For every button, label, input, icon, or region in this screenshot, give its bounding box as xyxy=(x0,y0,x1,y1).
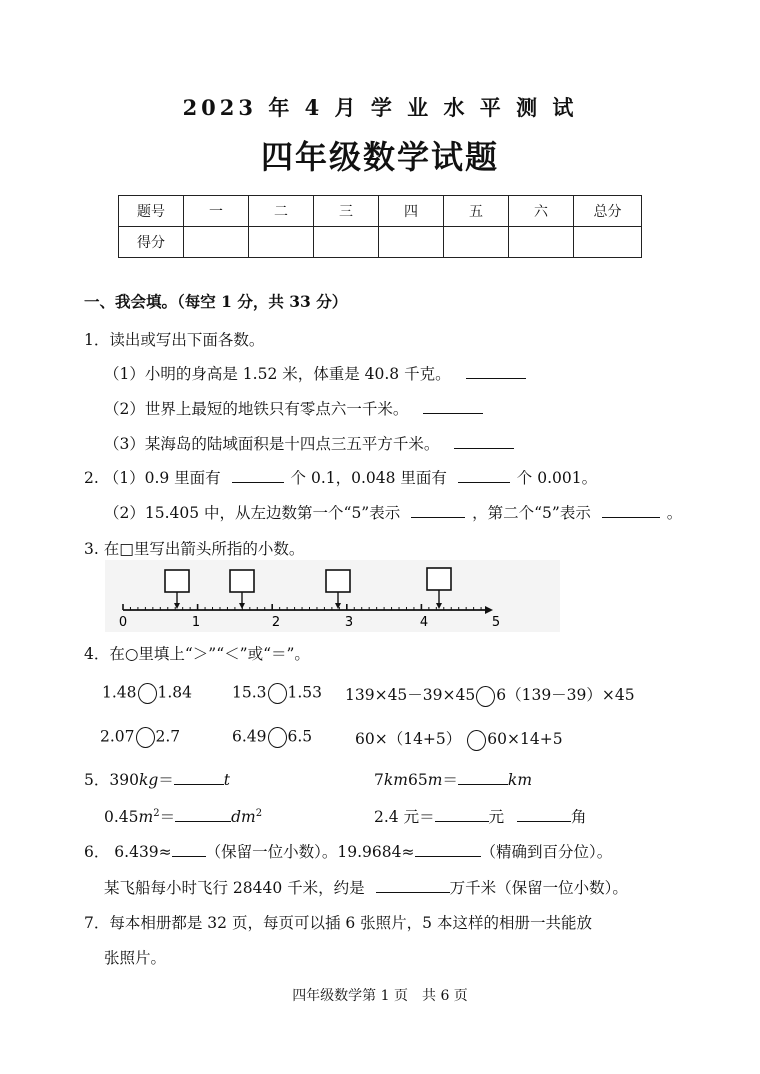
q1-part-a xyxy=(104,362,526,384)
q5-text: 65 xyxy=(407,771,428,789)
q1-stem: 1．读出或写出下面各数。 xyxy=(84,331,265,349)
answer-blank[interactable] xyxy=(172,840,206,857)
unit-text: km xyxy=(507,771,533,789)
q4-compare-3 xyxy=(345,683,635,707)
number-line-figure xyxy=(105,560,560,632)
score-cell: 总分 xyxy=(574,196,642,227)
q2-text: （2）15.405 中，从左边数第一个“5”表示 xyxy=(104,504,401,522)
exam-main-title: 四年级数学试题 xyxy=(260,138,499,176)
exam-date-title: 2023 年 4 月 学 业 水 平 测 试 xyxy=(182,95,578,120)
q1-part-b-text: （2）世界上最短的地铁只有零点六一千米。 xyxy=(104,400,409,418)
q6-line-1 xyxy=(84,840,612,862)
q5-text: ＝ xyxy=(442,771,458,789)
q5-text: ＝ xyxy=(159,808,176,826)
q5-part-d xyxy=(374,805,587,827)
q6-text: （保留一位小数）。19.9684≈ xyxy=(205,843,415,861)
q6-text: 6． 6.439≈ xyxy=(84,843,172,861)
q2-part-b xyxy=(104,501,682,523)
compare-left: 2.07 xyxy=(100,727,135,746)
compare-left: 6.49 xyxy=(232,727,267,746)
score-cell: 四 xyxy=(379,196,444,227)
compare-circle[interactable] xyxy=(136,727,155,748)
answer-blank[interactable] xyxy=(458,466,510,483)
answer-blank[interactable] xyxy=(415,840,481,857)
unit-text: m xyxy=(138,808,154,826)
compare-right: 1.84 xyxy=(157,683,193,702)
compare-circle[interactable] xyxy=(476,686,495,707)
compare-right: 6.5 xyxy=(287,727,313,746)
q4-compare-4 xyxy=(100,727,180,748)
q1-part-c xyxy=(104,432,514,454)
answer-blank[interactable] xyxy=(175,805,231,822)
q6-line-2 xyxy=(104,876,628,898)
q5-text: 0.45 xyxy=(104,808,139,826)
compare-right: 1.53 xyxy=(287,683,323,702)
unit-text: dm xyxy=(231,808,256,826)
q5-text: 元 xyxy=(488,808,505,826)
q1-part-a-text: （1）小明的身高是 1.52 米，体重是 40.8 千克。 xyxy=(104,365,451,383)
compare-right: 6（139－39）×45 xyxy=(496,686,635,704)
q4-compare-2 xyxy=(232,683,322,704)
score-input-cell[interactable] xyxy=(379,227,444,258)
q5-text: 角 xyxy=(571,808,587,826)
score-input-cell[interactable] xyxy=(574,227,642,258)
superscript: 2 xyxy=(255,807,263,819)
score-input-cell[interactable] xyxy=(314,227,379,258)
q3-stem: 3. 在□里写出箭头所指的小数。 xyxy=(84,540,305,558)
axis-label: 2 xyxy=(271,615,281,630)
q6-text: （精确到百分位）。 xyxy=(480,843,613,861)
compare-right: 60×14+5 xyxy=(487,730,563,748)
q1-part-c-text: （3）某海岛的陆域面积是十四点三五平方千米。 xyxy=(104,435,440,453)
answer-blank[interactable] xyxy=(174,768,224,785)
score-table-score-row xyxy=(119,227,642,258)
answer-blank[interactable] xyxy=(435,805,489,822)
q2-text: 2. （1）0.9 里面有 xyxy=(84,469,221,487)
compare-circle[interactable] xyxy=(138,683,157,704)
axis-label: 3 xyxy=(344,615,354,630)
answer-blank[interactable] xyxy=(458,768,508,785)
score-cell: 得分 xyxy=(119,227,184,258)
compare-left: 60×（14+5） xyxy=(355,730,462,748)
compare-circle[interactable] xyxy=(268,683,287,704)
score-table-header-row xyxy=(119,196,642,227)
q5-part-b xyxy=(374,768,532,790)
q2-text: ，第二个“5”表示 xyxy=(472,504,591,522)
compare-left: 139×45－39×45 xyxy=(345,686,476,704)
q4-compare-6 xyxy=(355,727,563,751)
score-input-cell[interactable] xyxy=(249,227,314,258)
score-input-cell[interactable] xyxy=(184,227,249,258)
score-cell: 五 xyxy=(444,196,509,227)
score-table xyxy=(118,195,642,258)
answer-blank[interactable] xyxy=(466,362,526,379)
score-cell: 六 xyxy=(509,196,574,227)
answer-blank[interactable] xyxy=(376,876,450,893)
answer-blank[interactable] xyxy=(517,805,571,822)
superscript: 2 xyxy=(153,807,160,819)
q5-text: 7 xyxy=(374,771,384,789)
compare-left: 1.48 xyxy=(102,683,137,702)
answer-blank[interactable] xyxy=(232,466,284,483)
page-footer: 四年级数学第 1 页 共 6 页 xyxy=(292,988,468,1004)
q2-text: 个 0.001。 xyxy=(516,469,598,487)
q5-text: 2.4 元＝ xyxy=(374,808,435,826)
score-input-cell[interactable] xyxy=(509,227,574,258)
q7-line-2: 张照片。 xyxy=(104,949,167,967)
q6-text: 万千米（保留一位小数）。 xyxy=(449,879,628,897)
unit-text: kg xyxy=(138,771,159,789)
answer-blank[interactable] xyxy=(423,397,483,414)
q4-compare-1 xyxy=(102,683,192,704)
unit-text: km xyxy=(383,771,408,789)
axis-label: 4 xyxy=(419,615,429,630)
q2-part-a xyxy=(84,466,597,488)
q2-text: 。 xyxy=(666,504,683,522)
unit-text: t xyxy=(223,771,231,789)
axis-label: 0 xyxy=(118,615,128,630)
q4-compare-5 xyxy=(232,727,312,748)
compare-circle[interactable] xyxy=(467,730,486,751)
q4-stem: 4．在○里填上“＞”“＜”或“＝”。 xyxy=(84,645,310,663)
q5-text: ＝ xyxy=(158,771,174,789)
compare-left: 15.3 xyxy=(232,683,267,702)
q2-text: 个 0.1，0.048 里面有 xyxy=(290,469,447,487)
unit-text: m xyxy=(427,771,443,789)
score-input-cell[interactable] xyxy=(444,227,509,258)
score-cell: 一 xyxy=(184,196,249,227)
answer-blank[interactable] xyxy=(454,432,514,449)
axis-label: 5 xyxy=(491,615,501,630)
score-cell: 三 xyxy=(314,196,379,227)
axis-label: 1 xyxy=(191,615,201,630)
q5-part-c xyxy=(104,805,262,827)
compare-circle[interactable] xyxy=(268,727,287,748)
q6-text: 某飞船每小时飞行 28440 千米，约是 xyxy=(104,879,365,897)
answer-blank[interactable] xyxy=(411,501,465,518)
score-cell: 题号 xyxy=(119,196,184,227)
q5-text: 5．390 xyxy=(84,771,139,789)
q7-line-1: 7．每本相册都是 32 页，每页可以插 6 张照片，5 本这样的相册一共能放 xyxy=(84,914,592,932)
q5-part-a xyxy=(84,768,230,790)
section-1-title: 一、我会填。（每空 1 分，共 33 分） xyxy=(84,292,348,311)
compare-right: 2.7 xyxy=(155,727,181,746)
score-cell: 二 xyxy=(249,196,314,227)
answer-blank[interactable] xyxy=(602,501,660,518)
q1-part-b xyxy=(104,397,483,419)
